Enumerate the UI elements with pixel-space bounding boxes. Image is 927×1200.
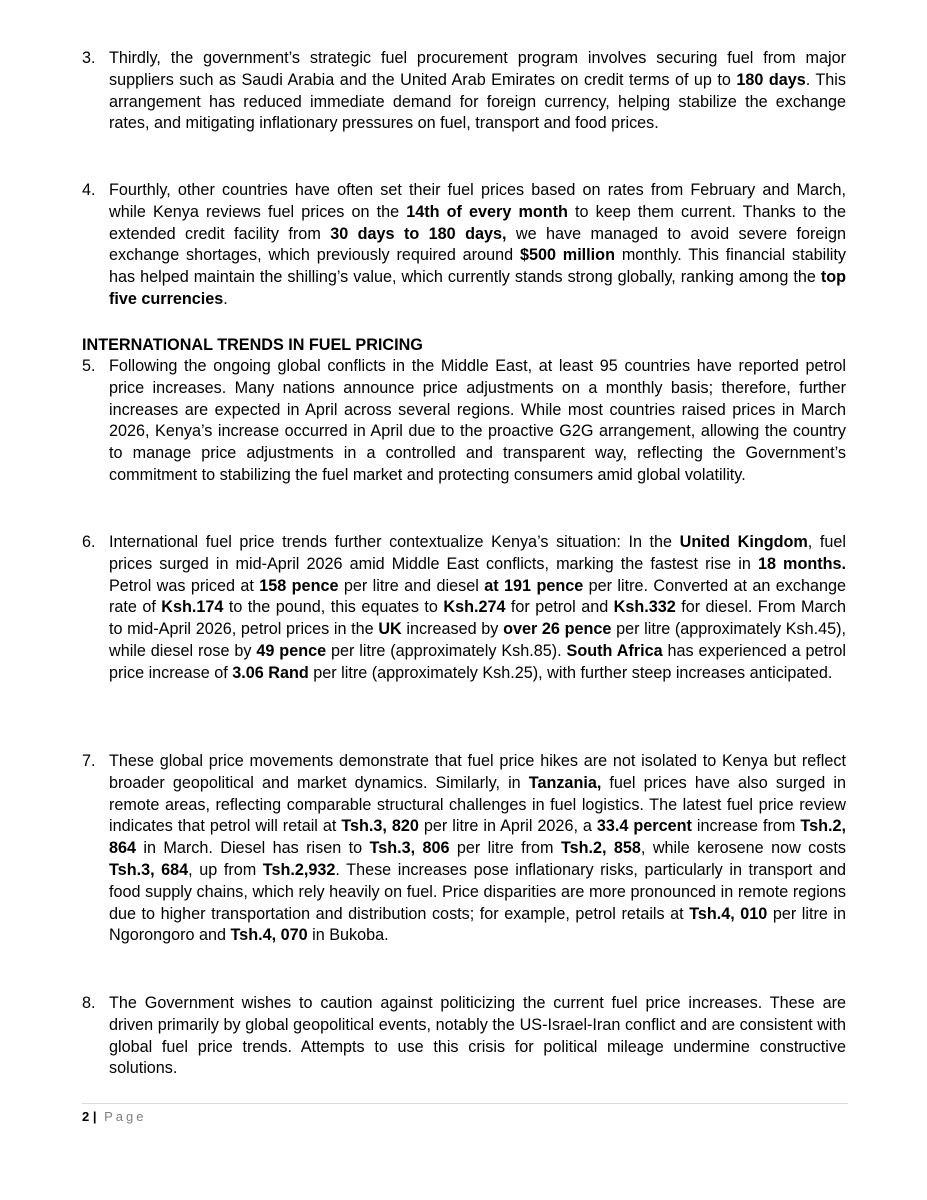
bold-text-run: 49 pence <box>256 641 327 660</box>
text-run: Fourthly, other countries have often set their fuel prices based on rates from February and March, while Kenya reviews fuel prices on the <box>109 181 846 221</box>
bold-text-run: Tsh.3, 820 <box>341 817 419 836</box>
bold-text-run: top five currencies <box>109 268 846 308</box>
page-footer <box>82 1108 147 1126</box>
paragraph-5 <box>82 356 846 487</box>
text-run: Following the ongoing global conflicts in the Middle East, at least 95 countries have reported petrol price increases. Many nations announce price adjustments on a monthly basis; therefore, further increases are expected in April across several regions. While most countries raised prices in March 2026, Kenya’s increase occurred in April due to the proactive G2G arrangement, allowing the country to manage price adjustments in a controlled and transparent way, reflecting the Government’s commitment to stabilizing the fuel market and protecting consumers amid global volatility. <box>109 357 846 484</box>
text-run: per litre (approximately Ksh.45), while diesel rose by <box>109 620 847 660</box>
bold-text-run: Tsh.2, 864 <box>109 817 846 858</box>
bold-text-run: Tanzania, <box>528 773 602 792</box>
paragraph-7 <box>82 751 846 947</box>
text-run: The Government wishes to caution against politicizing the current fuel price increases. These are driven primarily by global geopolitical events, notably the US-Israel-Iran conflict and are consistent with global fuel price trends. Attempts to use this crisis for political mileage undermine constructive solutions. <box>109 994 846 1078</box>
bold-text-run: 158 pence <box>259 576 339 595</box>
bold-text-run: 14th of every month <box>406 202 568 221</box>
text-run: , while kerosene now costs <box>640 839 846 858</box>
bold-text-run: 180 days <box>736 70 806 89</box>
bold-text-run: Ksh.332 <box>613 598 676 617</box>
bold-text-run: $500 million <box>519 246 615 265</box>
text-run: . This arrangement has reduced immediate demand for foreign currency, helping stabilize the exchange rates, and mitigating inflationary pressures on fuel, transport and food prices. <box>109 70 846 133</box>
bold-text-run: Tsh.4, 070 <box>230 926 308 945</box>
text-run: per litre. Converted at an exchange rate of <box>109 576 846 617</box>
text-run: These global price movements demonstrate that fuel price hikes are not isolated to Kenya but reflect broader geopolitical and market dynamics. Similarly, in <box>109 752 846 792</box>
bold-text-run: South Africa <box>566 641 663 660</box>
text-run: fuel prices have also surged in remote areas, reflecting comparable structural challenges in fuel logistics. The latest fuel price review indicates that petrol will retail at <box>109 773 846 836</box>
bold-text-run: Tsh.3, 806 <box>369 839 450 858</box>
text-run: . These increases pose inflationary risks, particularly in transport and food supply chains, which rely heavily on fuel. Price disparities are more pronounced in remote regions due to higher transportation and distribution costs; for example, petrol retails at <box>109 860 846 923</box>
bold-text-run: 33.4 percent <box>596 817 692 836</box>
page-number: 2 <box>82 1109 90 1124</box>
bold-text-run: Tsh.2, 858 <box>560 839 641 858</box>
paragraph-number: 7. <box>82 752 96 770</box>
text-run: Petrol was priced at <box>109 576 260 595</box>
paragraph-6 <box>82 532 846 685</box>
paragraph-body <box>109 751 846 947</box>
paragraph-8 <box>82 993 846 1080</box>
paragraph-body <box>109 356 846 487</box>
section-heading: INTERNATIONAL TRENDS IN FUEL PRICING <box>82 336 423 354</box>
paragraph-number: 6. <box>82 533 96 551</box>
paragraph-4 <box>82 180 846 311</box>
paragraph-3 <box>82 48 846 135</box>
paragraph-number: 4. <box>82 181 96 199</box>
text-run: to the pound, this equates to <box>223 598 444 617</box>
text-run: per litre in April 2026, a <box>418 817 597 836</box>
footer-divider <box>82 1103 848 1104</box>
bold-text-run: over 26 pence <box>503 620 612 639</box>
text-run: per litre (approximately Ksh.25), with further steep increases anticipated. <box>308 663 833 682</box>
bold-text-run: Tsh.4, 010 <box>689 904 768 923</box>
text-run: in March. Diesel has risen to <box>136 839 370 858</box>
text-run: per litre (approximately Ksh.85). <box>326 641 567 660</box>
paragraph-number: 3. <box>82 49 96 67</box>
text-run: for petrol and <box>505 598 614 617</box>
bold-text-run: Tsh.2,932 <box>262 860 336 879</box>
bold-text-run: Ksh.274 <box>443 598 506 617</box>
text-run: increase from <box>691 817 801 836</box>
text-run: monthly. This financial stability has helped maintain the shilling’s value, which currently stands strong globally, ranking among the <box>109 246 846 287</box>
bold-text-run: at 191 pence <box>484 576 584 595</box>
paragraph-number: 5. <box>82 357 96 375</box>
bold-text-run: 3.06 Rand <box>232 663 309 682</box>
text-run: in Bukoba. <box>307 926 389 945</box>
text-run: , up from <box>188 860 263 879</box>
bold-text-run: Tsh.3, 684 <box>109 860 189 879</box>
text-run: has experienced a petrol price increase of <box>109 641 846 682</box>
bold-text-run: UK <box>378 620 402 639</box>
text-run: Thirdly, the government’s strategic fuel procurement program involves securing fuel from major suppliers such as Saudi Arabia and the United Arab Emirates on credit terms of up to <box>109 49 846 89</box>
text-run: . <box>223 289 228 308</box>
text-run: to keep them current. Thanks to the extended credit facility from <box>109 202 846 243</box>
page-label: Page <box>104 1109 147 1124</box>
text-run: for diesel. From March to mid-April 2026, petrol prices in the <box>109 598 846 639</box>
bold-text-run: 18 months. <box>757 554 846 573</box>
bold-text-run: United Kingdom <box>679 533 808 551</box>
text-run: , fuel prices surged in mid-April 2026 amid Middle East conflicts, marking the fastest rise in <box>109 533 846 573</box>
bold-text-run: 30 days to 180 days, <box>330 224 507 243</box>
paragraph-body <box>109 48 846 135</box>
text-run: we have managed to avoid severe foreign exchange shortages, which previously required around <box>109 224 846 265</box>
text-run: International fuel price trends further contextualize Kenya’s situation: In the <box>109 533 680 551</box>
text-run: per litre from <box>449 839 561 858</box>
footer-separator: | <box>92 1109 97 1124</box>
paragraph-body <box>109 180 846 311</box>
bold-text-run: Ksh.174 <box>161 598 224 617</box>
text-run: per litre and diesel <box>338 576 485 595</box>
paragraph-number: 8. <box>82 994 96 1012</box>
text-run: increased by <box>401 620 504 639</box>
paragraph-body <box>109 532 846 685</box>
paragraph-body <box>109 993 846 1080</box>
text-run: per litre in Ngorongoro and <box>109 904 846 945</box>
